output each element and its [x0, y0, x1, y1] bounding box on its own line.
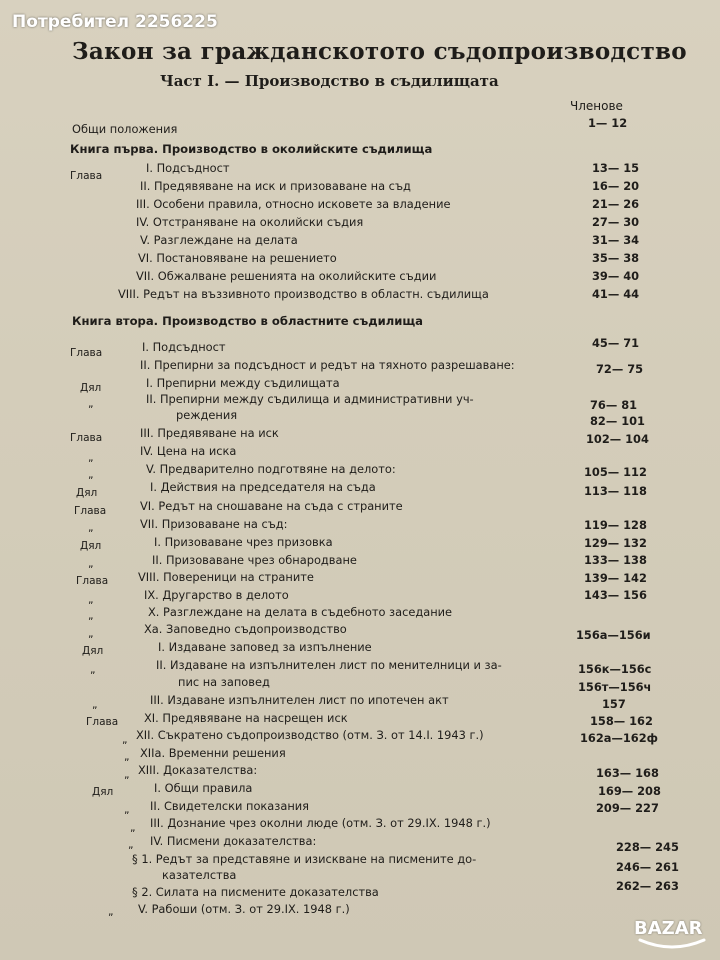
entry-label: „ [128, 839, 134, 851]
entry-text: § 2. Силата на писмените доказателства [132, 885, 379, 899]
page-subtitle: Част I. — Производство в съдилищата [160, 72, 499, 90]
book1-range: 39— 40 [592, 269, 640, 283]
entry-label: Дял [82, 645, 104, 657]
entry-range: 82— 101 [590, 414, 645, 428]
entry-label: „ [124, 804, 130, 816]
book1-range: 13— 15 [592, 161, 640, 175]
entry-text: IV. Писмени доказателства: [150, 834, 317, 848]
entry-range: 157 [602, 697, 626, 711]
book1-chapter: V. Разглеждане на делата [140, 233, 298, 247]
entry-label: „ [88, 398, 94, 410]
book1-range: 31— 34 [592, 233, 640, 247]
entry-text: II. Препирни между съдилища и административни уч- [146, 392, 474, 406]
book1-chapter: III. Особени правила, относно исковете за владение [136, 197, 451, 211]
entry-text: II. Препирни за подсъдност и редът на тяхното разрешаване: [140, 358, 515, 372]
entry-text: I. Призоваване чрез призовка [154, 535, 333, 549]
entry-text: Xa. Заповедно съдопроизводство [144, 622, 347, 636]
entry-range: 133— 138 [584, 553, 647, 567]
entry-label: Глава [74, 505, 107, 517]
entry-text: I. Подсъдност [142, 340, 226, 354]
book1-chapter: VI. Постановяване на решението [138, 251, 337, 265]
entry-range: 156а—156и [576, 628, 651, 642]
entry-label: „ [124, 769, 130, 781]
book1-chapter: I. Подсъдност [146, 161, 230, 175]
entry-range: 262— 263 [616, 879, 679, 893]
entry-text: II. Свидетелски показания [150, 799, 310, 813]
entry-range: 156к—156с [578, 662, 652, 676]
entry-text: V. Рабоши (отм. З. от 29.IX. 1948 г.) [138, 902, 350, 916]
book1-range: 16— 20 [592, 179, 640, 193]
entry-label: Дял [80, 382, 102, 394]
book2-heading: Книга втора. Производство в областните съдилища [72, 314, 423, 328]
entry-label: Глава [86, 716, 119, 728]
entry-range: 129— 132 [584, 536, 647, 550]
entry-text: III. Дознание чрез околни люде (отм. З. от 29.IX. 1948 г.) [150, 816, 491, 830]
bazar-logo [634, 910, 710, 950]
page-title: Закон за гражданскотото съдопроизводство [72, 38, 687, 65]
entry-text: VI. Редът на сношаване на съда с страните [140, 499, 403, 513]
book1-chapter: VII. Обжалване решенията на околийските съдии [136, 269, 437, 283]
book1-range: 21— 26 [592, 197, 640, 211]
entry-text: казателства [162, 868, 237, 882]
entry-text: § 1. Редът за представяне и изискване на писмените до- [132, 852, 477, 866]
book1-range: 35— 38 [592, 251, 640, 265]
logo-text: BAZAR [634, 918, 703, 939]
entry-text: VIII. Повереници на страните [138, 570, 314, 584]
book1-chapter: II. Предявяване на иск и призоваване на съд [140, 179, 411, 193]
entry-label: „ [88, 610, 94, 622]
entry-label: „ [88, 522, 94, 534]
entry-range: 228— 245 [616, 840, 679, 854]
book1-chapter: VIII. Редът на въззивното производство в областн. съдилища [118, 287, 489, 301]
entry-text: II. Призоваване чрез обнародване [152, 553, 357, 567]
entry-label: „ [88, 469, 94, 481]
entry-label: Глава [70, 347, 103, 359]
entry-text: XI. Предявяване на насрещен иск [144, 711, 348, 725]
entry-range: 169— 208 [598, 784, 661, 798]
entry-text: XIIa. Временни решения [140, 746, 286, 760]
entry-range: 143— 156 [584, 588, 647, 602]
entry-text: пис на заповед [178, 675, 270, 689]
entry-range: 246— 261 [616, 860, 679, 874]
entry-text: реждения [176, 408, 238, 422]
entry-text: XII. Съкратено съдопроизводство (отм. З. от 14.I. 1943 г.) [136, 728, 484, 742]
entry-label: „ [88, 452, 94, 464]
entry-range: 119— 128 [584, 518, 647, 532]
entry-label: Глава [76, 575, 109, 587]
book1-range: 27— 30 [592, 215, 640, 229]
entry-text: X. Разглеждане на делата в съдебното заседание [148, 605, 453, 619]
entry-text: XIII. Доказателства: [138, 763, 258, 777]
entry-label: „ [88, 558, 94, 570]
entry-label: „ [90, 664, 96, 676]
entry-text: I. Издаване заповед за изпълнение [158, 640, 372, 654]
entry-label: Глава [70, 432, 103, 444]
entry-range: 156т—156ч [578, 680, 652, 694]
entry-range: 45— 71 [592, 336, 640, 350]
user-watermark: Потребител 2256225 [12, 12, 218, 32]
articles-column-header: Членове [570, 99, 623, 113]
entry-text: IV. Цена на иска [140, 444, 237, 458]
entry-range: 102— 104 [586, 432, 649, 446]
entry-range: 113— 118 [584, 484, 647, 498]
book1-heading: Книга първа. Производство в околийските съдилища [70, 142, 433, 156]
entry-range: 163— 168 [596, 766, 659, 780]
entry-label: „ [122, 734, 128, 746]
entry-text: II. Издаване на изпълнителен лист по менителници и за- [156, 658, 502, 672]
entry-text: IX. Другарство в делото [144, 588, 289, 602]
entry-label: Дял [76, 487, 98, 499]
entry-label: „ [124, 751, 130, 763]
entry-label: „ [88, 594, 94, 606]
general-provisions: Общи положения [72, 122, 178, 136]
entry-range: 105— 112 [584, 465, 647, 479]
entry-range: 139— 142 [584, 571, 647, 585]
entry-label: „ [108, 906, 114, 918]
entry-label: „ [88, 628, 94, 640]
book1-chapter: IV. Отстраняване на околийски съдия [136, 215, 364, 229]
entry-label: „ [130, 822, 136, 834]
entry-range: 162а—162ф [580, 731, 658, 745]
general-range: 1— 12 [588, 116, 628, 130]
entry-text: III. Предявяване на иск [140, 426, 279, 440]
entry-range: 72— 75 [596, 362, 644, 376]
entry-range: 158— 162 [590, 714, 653, 728]
entry-text: I. Общи правила [154, 781, 253, 795]
entry-text: I. Препирни между съдилищата [146, 376, 340, 390]
entry-text: III. Издаване изпълнителен лист по ипотечен акт [150, 693, 449, 707]
entry-label: „ [92, 699, 98, 711]
entry-text: V. Предварително подготвяне на делото: [146, 462, 396, 476]
entry-range: 76— 81 [590, 398, 638, 412]
book1-chapter-label: Глава [70, 170, 103, 182]
entry-label: Дял [92, 786, 114, 798]
book1-range: 41— 44 [592, 287, 640, 301]
entry-label: Дял [80, 540, 102, 552]
entry-range: 209— 227 [596, 801, 659, 815]
entry-text: VII. Призоваване на съд: [140, 517, 288, 531]
entry-text: I. Действия на председателя на съда [150, 480, 376, 494]
